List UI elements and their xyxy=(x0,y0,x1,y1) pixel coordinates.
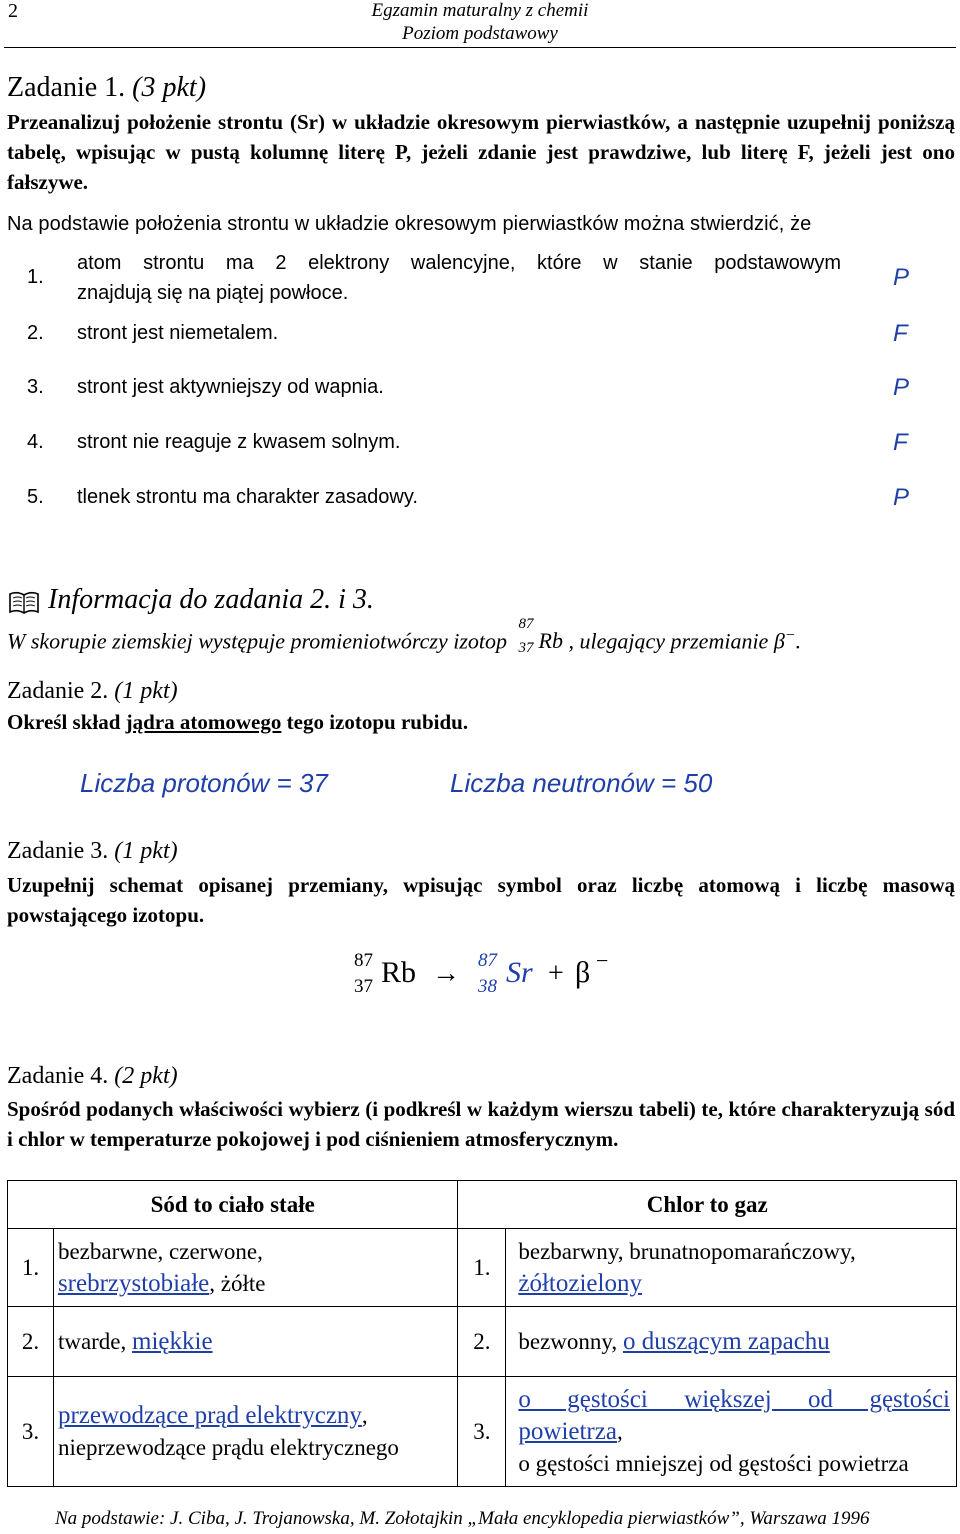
task4-heading: Zadanie 4. xyxy=(7,1063,109,1089)
task1-row3-answer: P xyxy=(893,374,910,401)
task2-instruction-pre: Określ skład xyxy=(7,710,126,734)
task1-row4-num: 4. xyxy=(27,431,44,453)
row3-right-rest: , xyxy=(616,1418,623,1444)
task1-heading: Zadanie 1. xyxy=(7,72,126,103)
task1-row1-text-a: atom strontu ma 2 elektrony walencyjne, które w stanie podstawowym xyxy=(77,252,841,274)
task1-instruction: Przeanalizuj położenie strontu (Sr) w układzie okresowym pierwiastków, a następnie uzupełnij poniższą tabelę, wpisując w pustą kolumnę literę P, jeżeli zdanie jest prawdziwe, lub literę F, jeżeli jest ono fałszywe. xyxy=(7,110,955,194)
row3-left-cell xyxy=(53,1377,458,1487)
col1-header: Sód to ciało stałe xyxy=(8,1181,458,1229)
task1-row5-answer: P xyxy=(893,484,910,511)
row3-left-num: 3. xyxy=(8,1377,54,1487)
task3-heading: Zadanie 3. xyxy=(7,838,109,864)
beta-symbol: β xyxy=(575,956,591,989)
task1-row5-text: tlenek strontu ma charakter zasadowy. xyxy=(77,486,418,508)
table-header-row xyxy=(8,1181,957,1229)
task1-row4-answer: F xyxy=(893,429,908,456)
task1-row1-text-b: znajdują się na piątej powłoce. xyxy=(77,282,349,304)
info-text-end: . xyxy=(795,628,802,654)
info-text xyxy=(7,616,802,657)
row1-left-cell xyxy=(53,1229,458,1307)
task2-instruction xyxy=(7,710,468,735)
footer-source: Na podstawie: J. Ciba, J. Trojanowska, M. Zołotajkin „Mała encyklopedia pierwiastków”, Warszawa 1996 xyxy=(55,1508,870,1529)
row1-right-cell xyxy=(506,1229,957,1307)
task2-instruction-post: tego izotopu rubidu. xyxy=(281,710,469,734)
task3-points: (1 pkt) xyxy=(114,838,178,864)
beta-sup: − xyxy=(596,948,609,973)
task2-answer-protons: Liczba protonów = 37 xyxy=(80,768,328,798)
task1-row2-text: stront jest niemetalem. xyxy=(77,322,279,344)
header-divider xyxy=(4,47,956,48)
row2-left-cell xyxy=(53,1307,458,1377)
product-symbol: Sr xyxy=(506,956,533,989)
info-isotope xyxy=(513,616,569,657)
info-beta-sup: − xyxy=(784,627,796,644)
info-isotope-symbol: Rb xyxy=(538,628,563,654)
task4-points: (2 pkt) xyxy=(114,1063,178,1089)
task3-title xyxy=(7,838,178,865)
product-atomic: 38 xyxy=(478,976,497,997)
row2-right-underlined: o duszącym zapachu xyxy=(622,1327,830,1355)
task2-points: (1 pkt) xyxy=(114,678,178,704)
task4-table xyxy=(7,1180,957,1487)
task1-points: (3 pkt) xyxy=(132,72,207,103)
task3-instruction: Uzupełnij schemat opisanej przemiany, wpisując symbol oraz liczbę atomową i liczbę masową powstającego izotopu. xyxy=(7,873,955,927)
info-text-before: W skorupie ziemskiej występuje promieniotwórczy izotop xyxy=(7,628,508,654)
task1-row2-num: 2. xyxy=(27,322,44,344)
product-mass: 87 xyxy=(478,950,497,971)
exam-level: Poziom podstawowy xyxy=(402,23,558,44)
row1-right-underlined: żółtozielony xyxy=(518,1269,642,1297)
task1-row1-answer: P xyxy=(893,264,910,291)
info-isotope-mass: 87 xyxy=(518,616,534,633)
reactant-mass: 87 xyxy=(354,950,373,971)
row1-left-num: 1. xyxy=(8,1229,54,1307)
row1-right-num: 1. xyxy=(458,1229,506,1307)
row1-left-rest: , żółte xyxy=(209,1270,266,1296)
reactant-symbol: Rb xyxy=(381,956,417,989)
task2-instruction-underlined: jądra atomowego xyxy=(125,710,282,734)
task2-answer-neutrons: Liczba neutronów = 50 xyxy=(450,768,713,798)
col2-header: Chlor to gaz xyxy=(458,1181,957,1229)
row2-left-num: 2. xyxy=(8,1307,54,1377)
row2-right-a: bezwonny, xyxy=(518,1328,623,1354)
table-row xyxy=(8,1229,957,1307)
task2-title xyxy=(7,678,178,705)
task1-row3-num: 3. xyxy=(27,376,44,398)
task1-row4-text: stront nie reaguje z kwasem solnym. xyxy=(77,431,401,453)
task1-row1-num: 1. xyxy=(27,266,44,288)
info-heading: Informacja do zadania 2. i 3. xyxy=(48,584,374,615)
info-text-after: , ulegający przemianie β xyxy=(568,628,785,654)
row3-right-b: o gęstości mniejszej od gęstości powietrza xyxy=(518,1450,909,1476)
task3-reaction xyxy=(350,950,630,1010)
reaction-plus: + xyxy=(548,958,564,989)
row1-left-a: bezbarwne, czerwone, xyxy=(57,1238,263,1264)
task1-title xyxy=(7,72,206,104)
row2-right-num: 2. xyxy=(458,1307,506,1377)
task4-title xyxy=(7,1063,178,1090)
reaction-arrow: → xyxy=(432,958,460,989)
book-icon xyxy=(8,590,40,616)
row3-right-underlined: o gęstości większej od gęstości powietrza xyxy=(518,1385,950,1445)
row3-left-b: nieprzewodzące prądu elektrycznego xyxy=(57,1434,399,1460)
row1-left-underlined: srebrzystobiałe xyxy=(57,1269,210,1297)
task1-row5-num: 5. xyxy=(27,486,44,508)
table-row xyxy=(8,1307,957,1377)
row3-left-rest: , xyxy=(361,1402,368,1428)
row1-right-a: bezbarwny, brunatnopomarańczowy, xyxy=(518,1238,856,1264)
table-row xyxy=(8,1377,957,1487)
exam-title: Egzamin maturalny z chemii xyxy=(371,0,589,21)
row3-right-cell xyxy=(506,1377,957,1487)
page-number: 2 xyxy=(8,0,18,22)
row2-right-cell xyxy=(506,1307,957,1377)
task1-lead: Na podstawie położenia strontu w układzie okresowym pierwiastków można stwierdzić, że xyxy=(7,213,812,235)
row2-left-a: twarde, xyxy=(57,1328,133,1354)
row2-left-underlined: miękkie xyxy=(132,1327,213,1355)
info-isotope-atomic: 37 xyxy=(518,640,534,657)
task4-instruction: Spośród podanych właściwości wybierz (i podkreśl w każdym wierszu tabeli) te, które charakteryzują sód i chlor w temperaturze pokojowej i pod ciśnieniem atmosferycznym. xyxy=(7,1097,955,1151)
task1-row2-answer: F xyxy=(893,320,908,347)
row3-right-num: 3. xyxy=(458,1377,506,1487)
task1-row3-text: stront jest aktywniejszy od wapnia. xyxy=(77,376,384,398)
task2-heading: Zadanie 2. xyxy=(7,678,109,704)
reactant-atomic: 37 xyxy=(354,976,373,997)
row3-left-underlined: przewodzące prąd elektryczny xyxy=(57,1401,362,1429)
